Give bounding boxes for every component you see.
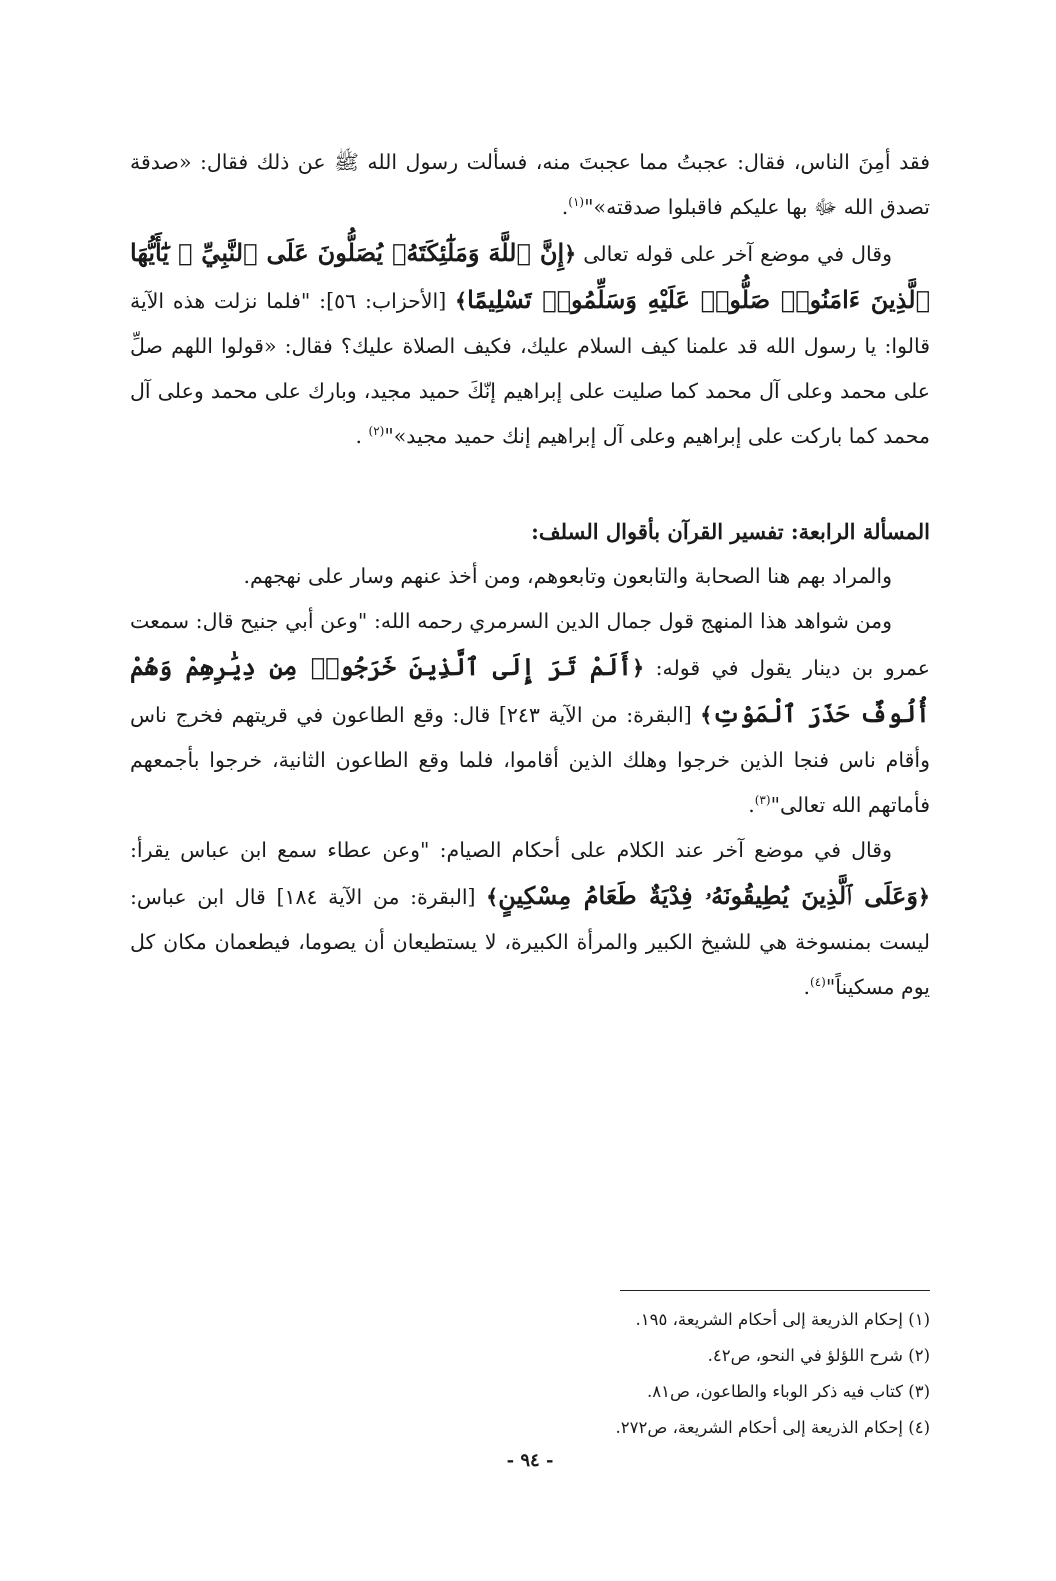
paragraph-4-tail: . bbox=[748, 793, 755, 817]
verse-open-bracket: ﴿ bbox=[917, 885, 930, 909]
section-gap bbox=[130, 459, 930, 509]
footnote-1: (١) إحكام الذريعة إلى أحكام الشريعة، ١٩٥. bbox=[635, 1310, 930, 1329]
quran-verse-baqarah-184: وَعَلَى ٱلَّذِينَ يُطِيقُونَهُۥ فِدْيَةٌ طَعَامُ مِسْكِينٍ bbox=[498, 881, 918, 910]
paragraph-2-lead: وقال في موضع آخر على قوله تعالى bbox=[583, 242, 892, 266]
page-number: - ٩٤ - bbox=[506, 1450, 554, 1471]
verse-close-bracket: ﴾ bbox=[700, 703, 713, 727]
paragraph-1-tail: . bbox=[561, 195, 569, 219]
paragraph-5-lead: وقال في موضع آخر عند الكلام على أحكام الصيام: "وعن عطاء سمع ابن عباس يقرأ: bbox=[130, 838, 893, 862]
section-heading: المسألة الرابعة: تفسير القرآن بأقوال السلف: bbox=[531, 519, 930, 544]
verse-open-bracket: ﴿ bbox=[632, 656, 645, 680]
footnote-ref-4: (٤) bbox=[810, 975, 826, 990]
quran-verse-ahzab: إِنَّ ٱللَّهَ وَمَلَٰٓئِكَتَهُۥ يُصَلُّونَ عَلَى ٱلنَّبِيِّ ۚ يَٰٓأَيُّهَا ٱلَّذِينَ ءَامَنُوا۟ صَلُّوا۟ عَلَيْهِ وَسَلِّمُوا۟ تَسْلِيمًا bbox=[130, 238, 930, 314]
footnote-ref-1: (١) bbox=[568, 195, 585, 210]
verse-open-bracket: ﴿ bbox=[564, 242, 577, 266]
footnote-divider bbox=[620, 1290, 930, 1291]
footnote-ref-3: (٣) bbox=[754, 793, 771, 808]
paragraph-2-tail: . bbox=[355, 424, 369, 448]
paragraph-3: والمراد بهم هنا الصحابة والتابعون وتابعوهم، ومن أخذ عنهم وسار على نهجهم. bbox=[243, 564, 892, 588]
paragraph-4-lead: ومن شواهد هذا المنهج قول جمال الدين السرمري رحمه الله: "وعن أبي جنيح قال: سمعت عمرو بن دينار يقول في قوله: bbox=[130, 609, 930, 680]
document-page bbox=[130, 140, 930, 1540]
paragraph-1 bbox=[130, 140, 930, 230]
paragraph-4-rest: [البقرة: من الآية ٢٤٣] قال: وقع الطاعون في قريتهم فخرج ناس وأقام ناس فنجا الذين خرجوا وهلك الذين أقاموا، فلما وقع الطاعون الثانية، خرجوا بأجمعهم فأماتهم الله تعالى" bbox=[130, 703, 930, 817]
footnote-3: (٣) كتاب فيه ذكر الوباء والطاعون، ص٨١. bbox=[646, 1382, 930, 1401]
footnote-4: (٤) إحكام الذريعة إلى أحكام الشريعة، ص٢٧٢. bbox=[615, 1418, 930, 1437]
paragraph-1-text: فقد أمِنَ الناس، فقال: عجبتُ مما عجبتَ منه، فسألت رسول الله ﷺ عن ذلك فقال: «صدقة تصدق الله ﷻ بها عليكم فاقبلوا صدقته»" bbox=[130, 150, 930, 219]
footnotes bbox=[130, 1302, 930, 1446]
paragraph-4 bbox=[130, 599, 930, 828]
body-text bbox=[130, 140, 930, 1010]
paragraph-5-rest: [البقرة: من الآية ١٨٤] قال ابن عباس: ليست بمنسوخة هي للشيخ الكبير والمرأة الكبيرة، لا يستطيعان أن يصوما، فيطعمان مكان كل يوم مسكيناً" bbox=[130, 885, 930, 999]
paragraph-5-tail: . bbox=[803, 975, 811, 999]
footnote-ref-2: (٢) bbox=[368, 424, 385, 439]
verse-close-bracket: ﴾ bbox=[486, 885, 499, 909]
paragraph-5 bbox=[130, 828, 930, 1010]
verse-close-bracket: ﴾ bbox=[455, 289, 468, 313]
paragraph-2-rest: [الأحزاب: ٥٦]: "فلما نزلت هذه الآية قالوا: يا رسول الله قد علمنا كيف السلام عليك، فكيف الصلاة عليك؟ فقال: «قولوا اللهم صلِّ على محمد وعلى آل محمد كما صليت على إبراهيم إنّكَ حميد مجيد، وبارك على محمد وعلى آل محمد كما باركت على إبراهيم وعلى آل إبراهيم إنك حميد مجيد»" bbox=[130, 289, 930, 448]
footnote-2: (٢) شرح اللؤلؤ في النحو، ص٤٢. bbox=[707, 1346, 930, 1365]
quran-verse-baqarah-243: أَلَمْ تَرَ إِلَى ٱلَّذِينَ خَرَجُوا۟ مِن دِيَٰرِهِمْ وَهُمْ أُلُوفٌ حَذَرَ ٱلْمَوْتِ bbox=[130, 652, 930, 728]
paragraph-2 bbox=[130, 230, 930, 459]
